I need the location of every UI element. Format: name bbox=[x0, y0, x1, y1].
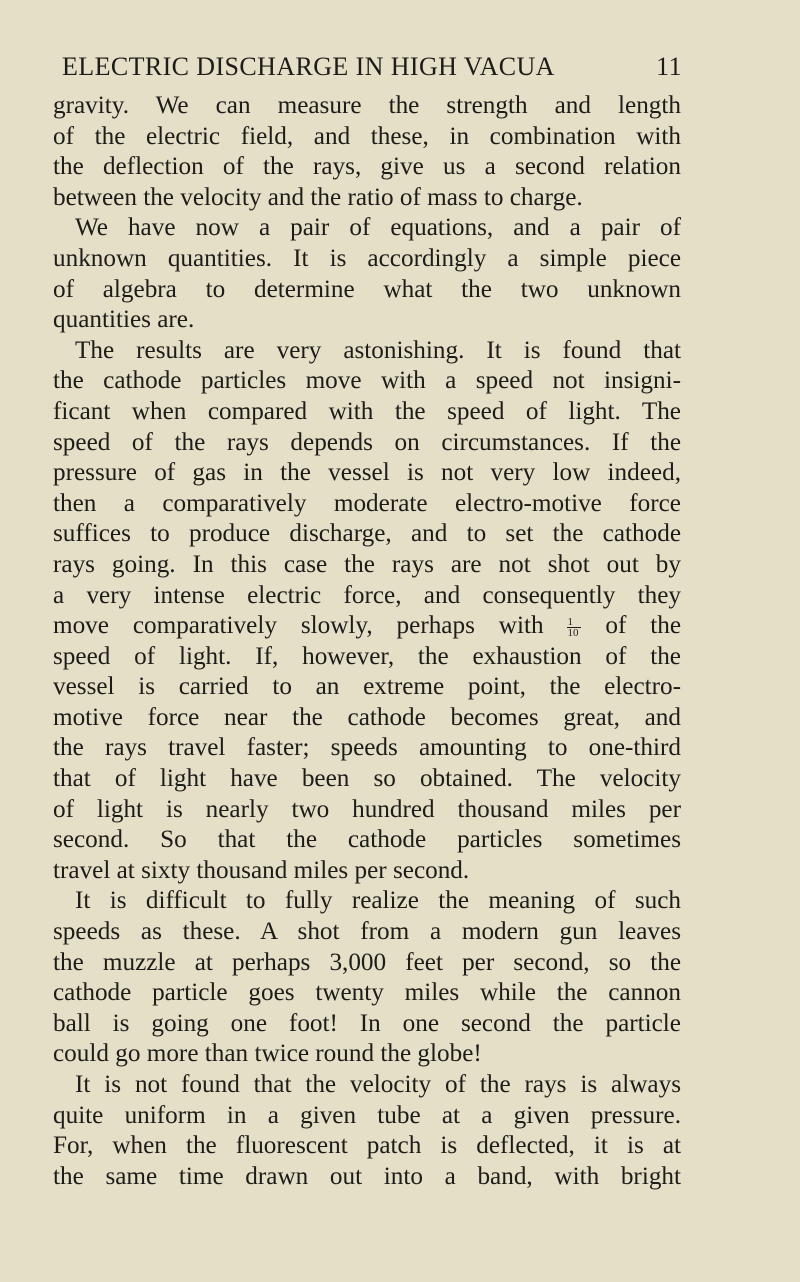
text-line: of algebra to determine what the two unknown bbox=[53, 275, 681, 303]
text-line: of light is nearly two hundred thousand miles per bbox=[53, 795, 681, 823]
text-line: the muzzle at perhaps 3,000 feet per second, so the bbox=[53, 948, 681, 976]
fraction-denominator: 10 bbox=[567, 627, 579, 640]
text-line: pressure of gas in the vessel is not very low indeed, bbox=[53, 459, 681, 487]
text-line: motive force near the cathode becomes great, and bbox=[53, 703, 681, 731]
text-line: the cathode particles move with a speed not insigni- bbox=[53, 367, 681, 395]
fraction bbox=[567, 616, 581, 640]
page-number: 11 bbox=[656, 52, 682, 81]
text-line: It is not found that the velocity of the rays is always bbox=[75, 1071, 681, 1098]
text-line: a very intense electric force, and consequently they bbox=[53, 581, 681, 609]
text-segment: of the bbox=[605, 612, 682, 640]
text-line: ficant when compared with the speed of light. The bbox=[53, 397, 681, 425]
text-line: travel at sixty thousand miles per second. bbox=[53, 856, 470, 884]
text-line: It is difficult to fully realize the meaning of such bbox=[75, 887, 681, 915]
text-line: rays going. In this case the rays are not shot out by bbox=[53, 550, 681, 578]
text-line: the rays travel faster; speeds amounting to one-third bbox=[53, 734, 681, 762]
text-line: quite uniform in a given tube at a given pressure. bbox=[53, 1101, 681, 1129]
running-title: ELECTRIC DISCHARGE IN HIGH VACUA bbox=[62, 52, 555, 81]
text-line: the same time drawn out into a band, with bright bbox=[53, 1162, 681, 1190]
text-line: suffices to produce discharge, and to set the cathode bbox=[53, 520, 681, 548]
text-line: gravity. We can measure the strength and length bbox=[53, 92, 681, 119]
body-text bbox=[53, 91, 681, 1192]
text-line: The results are very astonishing. It is found that bbox=[75, 336, 681, 364]
text-line: unknown quantities. It is accordingly a simple piece bbox=[53, 244, 681, 272]
text-line: speed of the rays depends on circumstances. If the bbox=[53, 428, 681, 456]
text-line: that of light have been so obtained. The velocity bbox=[53, 765, 681, 793]
text-line: vessel is carried to an extreme point, the electro- bbox=[53, 673, 681, 701]
text-line: of the electric field, and these, in combination with bbox=[53, 122, 681, 150]
text-segment: move comparatively slowly, perhaps with bbox=[53, 612, 544, 640]
text-line: then a comparatively moderate electro-motive force bbox=[53, 489, 681, 517]
text-line: could go more than twice round the globe! bbox=[53, 1040, 482, 1068]
text-line: the deflection of the rays, give us a second relation bbox=[53, 153, 681, 181]
text-line: cathode particle goes twenty miles while the cannon bbox=[53, 979, 681, 1007]
text-line: between the velocity and the ratio of mass to charge. bbox=[53, 183, 583, 211]
text-line: We have now a pair of equations, and a pair of bbox=[75, 214, 681, 242]
text-line: For, when the fluorescent patch is deflected, it is at bbox=[53, 1132, 681, 1160]
text-line: speeds as these. A shot from a modern gun leaves bbox=[53, 918, 681, 946]
fraction-numerator: 1 bbox=[567, 617, 581, 628]
text-line: ball is going one foot! In one second the particle bbox=[53, 1009, 681, 1037]
text-line: speed of light. If, however, the exhaustion of the bbox=[53, 642, 681, 670]
text-line: quantities are. bbox=[53, 306, 195, 334]
text-line bbox=[53, 611, 681, 642]
text-line: second. So that the cathode particles sometimes bbox=[53, 826, 681, 854]
